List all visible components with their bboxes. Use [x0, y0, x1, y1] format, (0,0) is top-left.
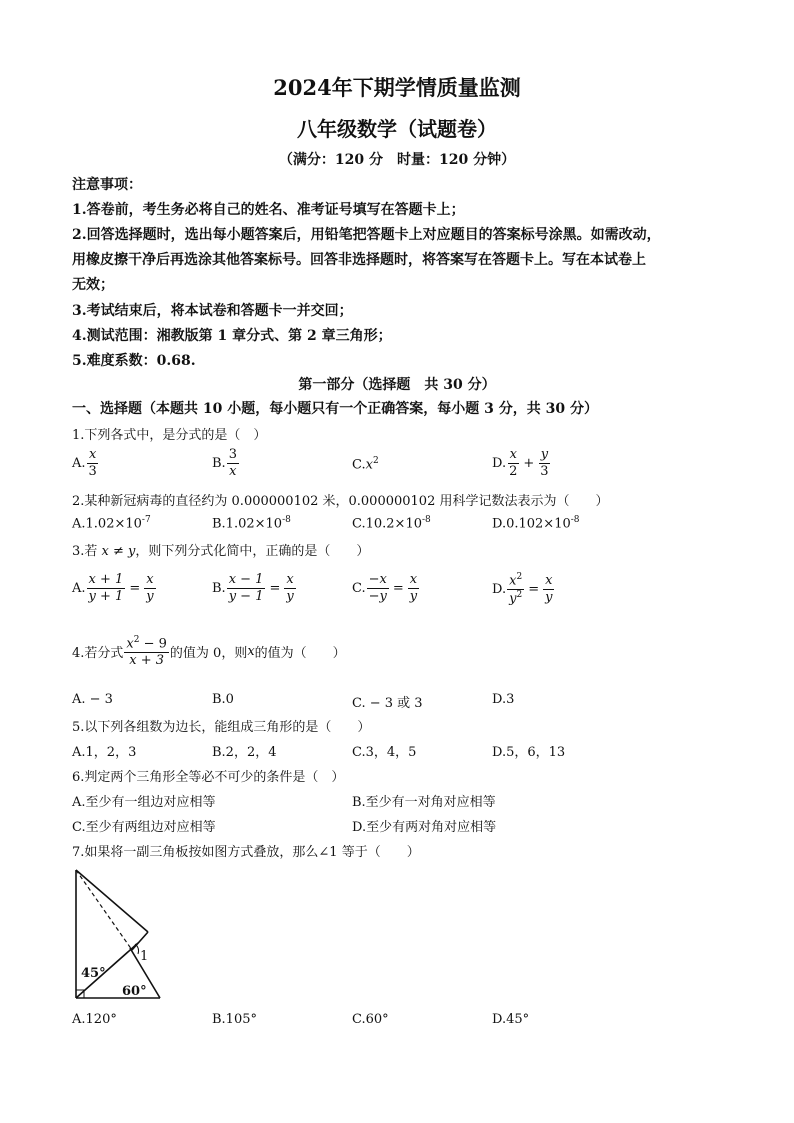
- q4-stem: 4.若分式 $\frac{x^2 - 9}{x + 3}$ 的值为 0，则x的值为（ ）: [72, 635, 346, 668]
- note-5: 5.难度系数：0.68.: [72, 353, 196, 369]
- part1-title: 第一部分（选择题 共 30 分）: [298, 377, 496, 393]
- q1-stem: 1.下列各式中，是分式的是（ ）: [72, 428, 267, 443]
- figure-top-edge: [76, 870, 148, 932]
- notes-heading: 注意事项：: [72, 177, 142, 193]
- q6-option-c: C.至少有两组边对应相等: [72, 820, 216, 835]
- angle-45-label: 45°: [81, 966, 106, 981]
- q3-option-b: B. $\frac{x - 1}{y - 1}$ = $\frac{x}{y}$: [212, 572, 294, 604]
- q7-option-d: D.45°: [492, 1012, 530, 1027]
- q5-option-d: D.5，6，13: [492, 745, 566, 760]
- q6-option-b: B.至少有一对角对应相等: [352, 795, 496, 810]
- q7-option-a: A.120°: [72, 1012, 117, 1027]
- note-2-line1: 2.回答选择题时，选出每小题答案后，用铅笔把答题卡上对应题目的答案标号涂黑。如需改动，: [72, 227, 661, 243]
- q2-option-b: $B.1.02\times 10^{-8}$: [212, 515, 291, 532]
- q6-stem: 6.判定两个三角形全等必不可少的条件是（ ）: [72, 770, 345, 785]
- q1-option-c: $C.x^2$: [352, 456, 379, 473]
- q4-option-d: D.3: [492, 692, 515, 707]
- q4-option-a: A. − 3: [72, 692, 113, 707]
- q3-stem: 3.若 x ≠ y，则下列分式化简中，正确的是（ ）: [72, 544, 370, 559]
- q3-option-a: A. $\frac{x + 1}{y + 1}$ = $\frac{x}{y}$: [72, 572, 154, 604]
- q2-stem: 2.某种新冠病毒的直径约为 0.000000102 米，0.000000102 用科学记数法表示为（ ）: [72, 494, 609, 509]
- q5-stem: 5.以下列各组数为边长，能组成三角形的是（ ）: [72, 720, 371, 735]
- q5-option-c: C.3，4，5: [352, 745, 417, 760]
- exam-title: 2024年下期学情质量监测: [273, 75, 521, 100]
- q7-stem: 7.如果将一副三角板按如图方式叠放，那么∠1 等于（ ）: [72, 845, 420, 860]
- q4-option-c: C. − 3 或 3: [352, 696, 423, 711]
- angle-1-label: 1: [140, 949, 149, 964]
- q6-option-a: A.至少有一组边对应相等: [72, 795, 216, 810]
- q1-option-a: A. $\frac{x}{3}$: [72, 447, 97, 479]
- q3-option-d: D. $\frac{x^2}{y^2}$ = $\frac{x}{y}$: [492, 572, 553, 607]
- figure-short-edge: [132, 932, 148, 950]
- angle-60-label: 60°: [122, 984, 147, 999]
- q2-option-a: $A.1.02\times 10^{-7}$: [72, 515, 151, 532]
- note-4: 4.测试范围：湘教版第 1 章分式、第 2 章三角形；: [72, 328, 392, 344]
- q1-option-b: B. $\frac{3}{x}$: [212, 447, 237, 479]
- section-title: 一、选择题（本题共 10 小题，每小题只有一个正确答案，每小题 3 分，共 30 分）: [72, 401, 598, 417]
- triangle-set-figure: [68, 864, 168, 1004]
- exam-subtitle: 八年级数学（试题卷）: [297, 117, 497, 141]
- q6-option-d: D.至少有两对角对应相等: [352, 820, 497, 835]
- q3-option-c: C. $\frac{-x}{-y}$ = $\frac{x}{y}$: [352, 572, 418, 604]
- q7-option-b: B.105°: [212, 1012, 257, 1027]
- note-1: 1.答卷前，考生务必将自己的姓名、准考证号填写在答题卡上；: [72, 202, 465, 218]
- q5-option-b: B.2，2，4: [212, 745, 277, 760]
- q4-option-b: B.0: [212, 692, 234, 707]
- q2-option-c: $C.10.2\times 10^{-8}$: [352, 515, 431, 532]
- exam-meta: （满分：120 分 时量：120 分钟）: [278, 152, 516, 168]
- q5-option-a: A.1，2，3: [72, 745, 137, 760]
- q2-option-d: $D.0.102\times 10^{-8}$: [492, 515, 580, 532]
- note-2-line3: 无效；: [72, 277, 114, 293]
- note-3: 3.考试结束后，将本试卷和答题卡一并交回；: [72, 303, 353, 319]
- q1-option-d: D. $\frac{x}{2}$ + $\frac{y}{3}$: [492, 447, 549, 479]
- q7-option-c: C.60°: [352, 1012, 389, 1027]
- note-2-line2: 用橡皮擦干净后再选涂其他答案标号。回答非选择题时，将答案写在答题卡上。写在本试卷上: [72, 252, 646, 268]
